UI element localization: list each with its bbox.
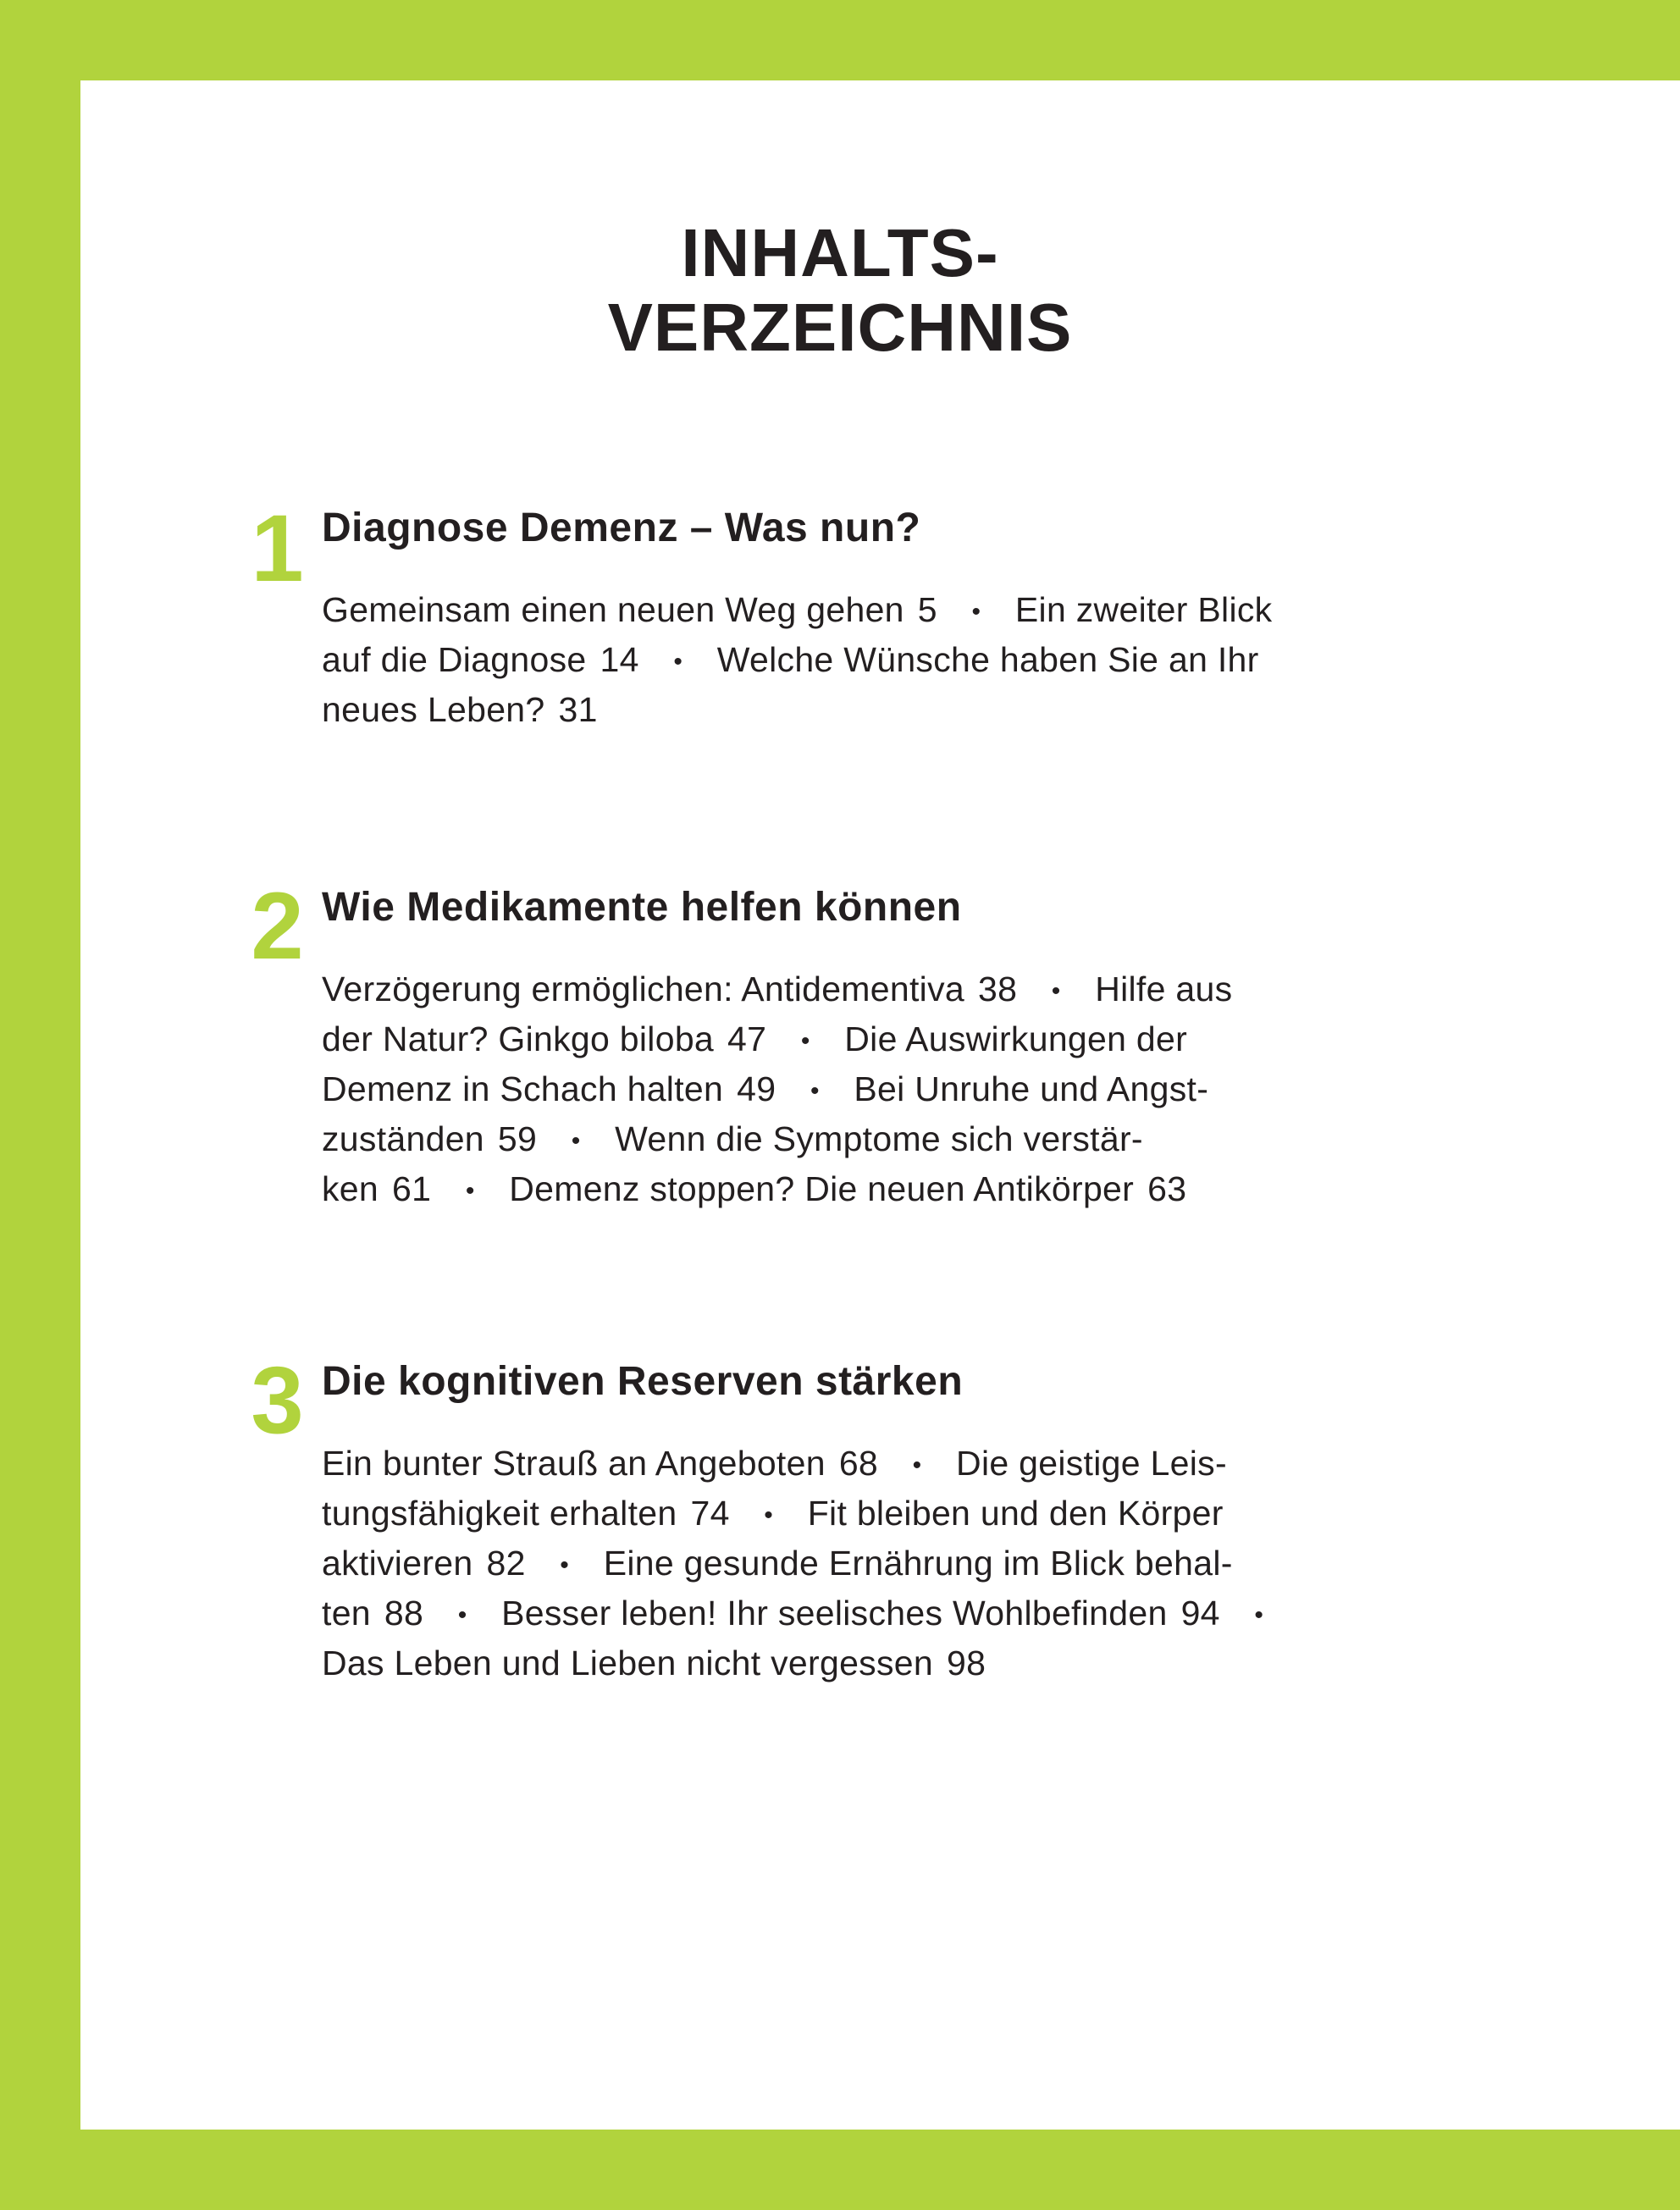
chapter-entries — [322, 1439, 1298, 1687]
bullet-separator: • — [465, 1177, 475, 1205]
toc-entry-title[interactable]: Gemeinsam einen neuen Weg gehen — [322, 590, 904, 629]
toc-entry-title[interactable]: Fit bleiben und den Körper — [807, 1494, 1224, 1533]
toc-page-number[interactable]: 38 — [977, 970, 1018, 1008]
toc-line — [322, 965, 1232, 1015]
toc-entry-title[interactable]: Welche Wünsche haben Sie an Ihr — [716, 640, 1259, 679]
toc-entry-title[interactable]: Eine gesunde Ernährung im Blick behal- — [603, 1544, 1233, 1583]
chapter-heading[interactable]: Diagnose Demenz – Was nun? — [322, 506, 921, 550]
chapter-entries — [322, 965, 1232, 1215]
toc-line — [322, 1639, 1298, 1687]
bullet-separator: • — [971, 598, 981, 626]
toc-line — [322, 1165, 1232, 1215]
toc-page-number[interactable]: 31 — [558, 690, 598, 729]
toc-entry-title[interactable]: Das Leben und Lieben nicht vergessen — [322, 1644, 933, 1682]
chapter-heading[interactable]: Wie Medikamente helfen können — [322, 885, 962, 930]
toc-line — [322, 1539, 1298, 1589]
toc-page-number[interactable]: 82 — [486, 1544, 526, 1583]
toc-entry-title[interactable]: auf die Diagnose — [322, 640, 587, 679]
toc-line — [322, 1015, 1232, 1065]
toc-line — [322, 1589, 1298, 1639]
toc-entry-title[interactable]: Verzögerung ermöglichen: Antidementiva — [322, 970, 964, 1008]
toc-page-number[interactable]: 88 — [384, 1594, 424, 1633]
toc-line — [322, 1489, 1298, 1539]
chapter-number: 3 — [251, 1347, 304, 1453]
toc-entry-title[interactable]: aktivieren — [322, 1544, 473, 1583]
page-title-line: INHALTS- — [681, 215, 999, 290]
toc-entry-title[interactable]: Ein bunter Strauß an Angeboten — [322, 1444, 826, 1483]
toc-entry-title[interactable]: ten — [322, 1594, 371, 1633]
toc-entry-title[interactable]: Demenz stoppen? Die neuen Antikörper — [509, 1169, 1135, 1208]
bullet-separator: • — [673, 648, 683, 676]
toc-page-number[interactable]: 74 — [690, 1494, 730, 1533]
toc-entry-title[interactable]: Wenn die Symptome sich verstär- — [615, 1119, 1143, 1158]
toc-line — [322, 1065, 1232, 1115]
toc-entry-title[interactable]: zuständen — [322, 1119, 484, 1158]
toc-line — [322, 1439, 1298, 1489]
toc-page-number[interactable]: 63 — [1147, 1169, 1187, 1208]
bullet-separator: • — [457, 1601, 467, 1629]
chapter-entries — [322, 586, 1272, 733]
toc-entry-title[interactable]: Hilfe aus — [1095, 970, 1233, 1008]
bullet-separator: • — [810, 1077, 820, 1105]
toc-line — [322, 586, 1272, 636]
toc-line — [322, 1115, 1232, 1165]
toc-entry-title[interactable]: neues Leben? — [322, 690, 545, 729]
bullet-separator: • — [764, 1501, 774, 1529]
toc-page-number[interactable]: 14 — [600, 640, 639, 679]
toc-page-number[interactable]: 5 — [917, 590, 937, 629]
toc-page-number[interactable]: 47 — [727, 1019, 767, 1058]
chapter-heading[interactable]: Die kognitiven Reserven stärken — [322, 1359, 964, 1404]
toc-entry-title[interactable]: der Natur? Ginkgo biloba — [322, 1019, 715, 1058]
frame-bottom-bar — [0, 2130, 1680, 2210]
toc-entry-title[interactable]: Bei Unruhe und Angst- — [854, 1069, 1209, 1108]
toc-entry-title[interactable]: Die Auswirkungen der — [844, 1019, 1188, 1058]
chapter-number: 1 — [251, 495, 304, 601]
toc-entry-title[interactable]: Besser leben! Ihr seelisches Wohlbefinden — [501, 1594, 1168, 1633]
toc-entry-title[interactable]: ken — [322, 1169, 379, 1208]
toc-entry-title[interactable]: Ein zweiter Blick — [1014, 590, 1273, 629]
bullet-separator: • — [1254, 1601, 1264, 1629]
page-title — [0, 216, 1680, 365]
page-title-line: VERZEICHNIS — [607, 290, 1073, 365]
toc-page-number[interactable]: 94 — [1180, 1594, 1220, 1633]
bullet-separator: • — [560, 1551, 570, 1579]
bullet-separator: • — [800, 1027, 810, 1055]
toc-entry-title[interactable]: Demenz in Schach halten — [322, 1069, 724, 1108]
chapter-number: 2 — [251, 873, 304, 979]
toc-line — [322, 686, 1272, 733]
toc-page-number[interactable]: 68 — [838, 1444, 879, 1483]
toc-page-number[interactable]: 59 — [497, 1119, 538, 1158]
toc-page-number[interactable]: 98 — [946, 1644, 986, 1682]
toc-page-number[interactable]: 61 — [392, 1169, 432, 1208]
toc-entry-title[interactable]: Die geistige Leis- — [956, 1444, 1227, 1483]
bullet-separator: • — [571, 1127, 581, 1155]
frame-top-bar — [0, 0, 1680, 80]
toc-page-number[interactable]: 49 — [737, 1069, 776, 1108]
toc-line — [322, 636, 1272, 686]
bullet-separator: • — [912, 1451, 922, 1479]
bullet-separator: • — [1051, 977, 1061, 1005]
toc-entry-title[interactable]: tungsfähigkeit erhalten — [322, 1494, 677, 1533]
